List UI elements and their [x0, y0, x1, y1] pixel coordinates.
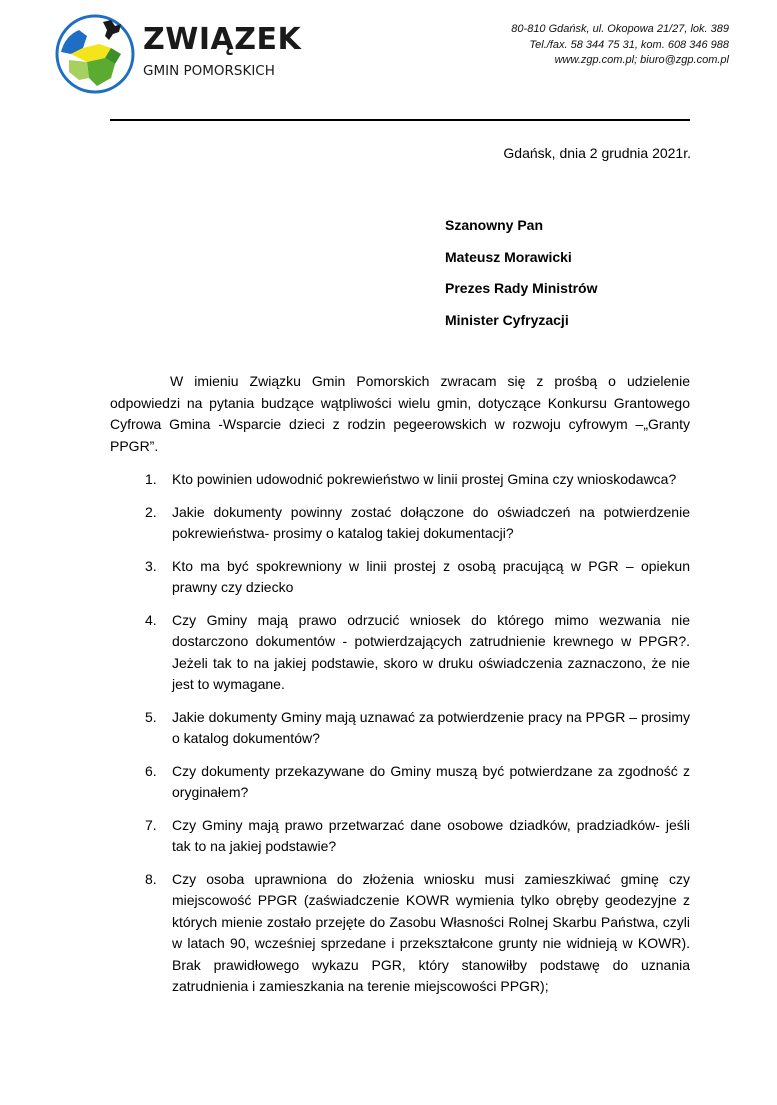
- item-number: 2.: [145, 503, 157, 520]
- item-text: Kto powinien udowodnić pokrewieństwo w linii prostej Gmina czy wnioskodawca?: [172, 471, 677, 487]
- addressee-block: [445, 216, 598, 342]
- intro-paragraph: W imieniu Związku Gmin Pomorskich zwracam się z prośbą o udzielenie odpowiedzi na pytania budzące wątpliwości wielu gmin, dotyczące Konkursu Grantowego Cyfrowa Gmina -Wsparcie dzieci z rodzin pegeerowskich w rozwoju cyfrowym –„Granty PPGR”.: [110, 373, 690, 454]
- list-item: [145, 556, 690, 599]
- contact-phone: Tel./fax. 58 344 75 31, kom. 608 346 988: [529, 38, 729, 51]
- list-item: [145, 610, 690, 696]
- header-divider: [110, 119, 690, 121]
- item-number: 7.: [145, 816, 157, 833]
- addressee-line: Szanowny Pan: [445, 217, 544, 233]
- addressee-line: Prezes Rady Ministrów: [445, 280, 598, 296]
- item-number: 4.: [145, 611, 157, 628]
- item-text: Czy Gminy mają prawo odrzucić wniosek do którego mimo wezwania nie dostarczono dokumentów - potwierdzających zatrudnienie krewnego w PPGR?. Jeżeli tak to na jakiej podstawie, skoro w druku oświadczenia zaznaczono, że nie jest to wymagane.: [172, 611, 690, 692]
- addressee-line: Minister Cyfryzacji: [445, 311, 569, 328]
- item-number: 3.: [145, 557, 157, 574]
- addressee-line: Mateusz Morawicki: [445, 248, 572, 265]
- list-item: [145, 815, 690, 858]
- question-list: [145, 469, 690, 1009]
- list-item: [145, 469, 690, 491]
- list-item: [145, 761, 690, 804]
- item-text: Czy Gminy mają prawo przetwarzać dane osobowe dziadków, pradziadków- jeśli tak to na jakiej podstawie?: [172, 816, 690, 854]
- item-number: 8.: [145, 870, 157, 887]
- item-number: 1.: [145, 471, 157, 487]
- item-number: 6.: [145, 762, 157, 779]
- logo-title: ZWIĄZEK: [143, 22, 302, 57]
- list-item: [145, 869, 690, 998]
- item-text: Jakie dokumenty Gminy mają uznawać za potwierdzenie pracy na PPGR – prosimy o katalog dokumentów?: [172, 708, 690, 746]
- item-text: Kto ma być spokrewniony w linii prostej z osobą pracującą w PGR – opiekun prawny czy dziecko: [172, 557, 690, 595]
- contact-address: 80-810 Gdańsk, ul. Okopowa 21/27, lok. 389: [511, 23, 729, 35]
- list-item: [145, 502, 690, 545]
- letter-date: Gdańsk, dnia 2 grudnia 2021r.: [503, 145, 691, 161]
- item-text: Jakie dokumenty powinny zostać dołączone do oświadczeń na potwierdzenie pokrewieństwa- prosimy o katalog takiej dokumentacji?: [172, 503, 690, 541]
- list-item: [145, 707, 690, 750]
- contact-block: [511, 22, 729, 69]
- organization-logo: [55, 14, 302, 94]
- item-text: Czy osoba uprawniona do złożenia wniosku musi zamieszkiwać gminę czy miejscowość PPGR (zaświadczenie KOWR wymienia tylko obręby geodezyjne z których mienie zostało przejęte do Zasobu Własności Rolnej Skarbu Państwa, czyli w latach 90, wcześniej sprzedane i przekształcone grunty nie widnieją w KOWR). Brak prawidłowego wykazu PGR, który stanowiłby podstawę do uznania zatrudnienia i zamieszkania na terenie miejscowości PPGR);: [172, 870, 690, 994]
- contact-web-email: www.zgp.com.pl; biuro@zgp.com.pl: [554, 54, 729, 66]
- item-text: Czy dokumenty przekazywane do Gminy muszą być potwierdzane za zgodność z oryginałem?: [172, 762, 690, 800]
- pomerania-map-emblem: [55, 14, 135, 94]
- item-number: 5.: [145, 708, 157, 725]
- logo-subtitle: GMIN POMORSKICH: [143, 63, 275, 79]
